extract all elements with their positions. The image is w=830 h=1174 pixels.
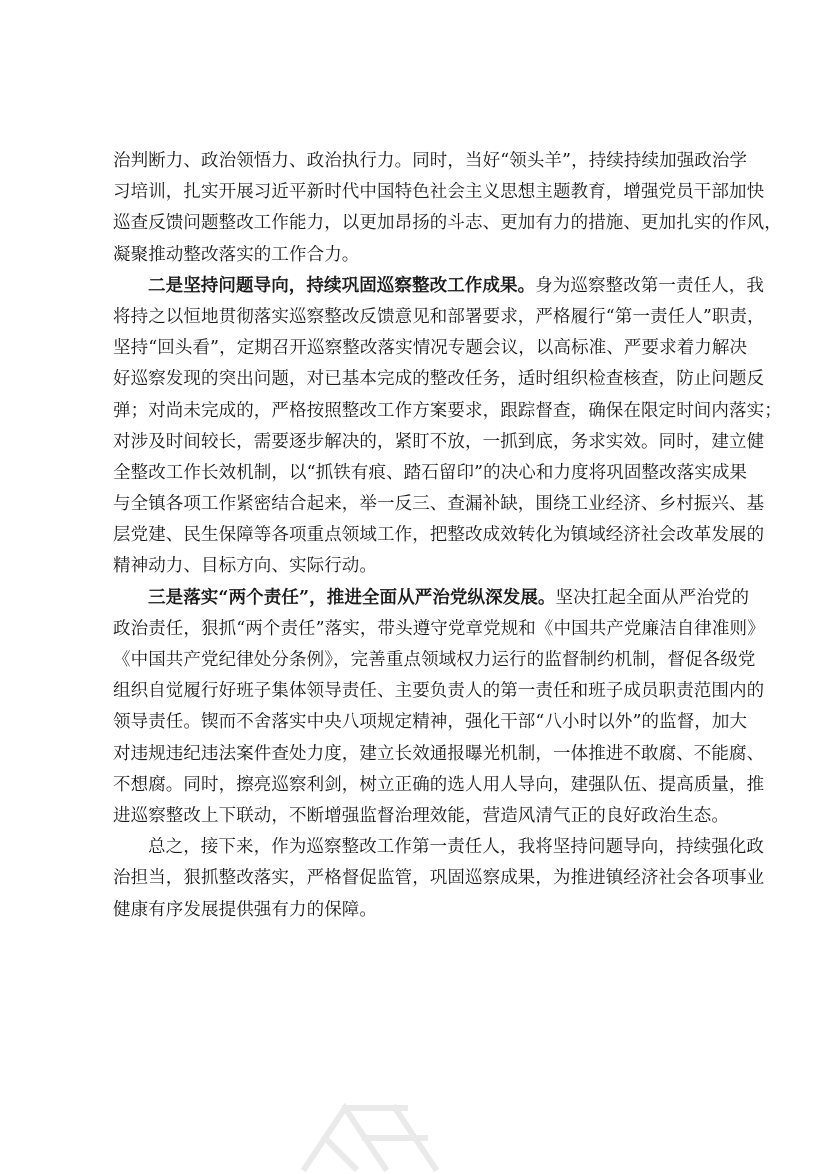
- text-line: 治判断力、政治领悟力、政治执行力。同时，当好“领头羊”，持续持续加强政治学: [113, 151, 748, 171]
- text-line: [113, 271, 765, 302]
- text-line: 精神动力、目标方向、实际行动。: [113, 556, 377, 577]
- text-line: 弹；对尚未完成的，严格按照整改工作方案要求，跟踪督查，确保在限定时间内落实；: [113, 400, 782, 421]
- document-body: [113, 146, 782, 926]
- text-line: 不想腐。同时，擦亮巡察利剑，树立正确的选人用人导向，建强队伍、提高质量，推: [113, 774, 765, 795]
- text-line: 习培训，扎实开展习近平新时代中国特色社会主义思想主题教育，增强党员干部加快: [113, 182, 765, 203]
- text-line: 对违规违纪违法案件查处力度，建立长效通报曝光机制，一体推进不敢腐、不能腐、: [113, 743, 765, 764]
- text-line: 对涉及时间较长，需要逐步解决的，紧盯不放，一抓到底，务求实效。同时，建立健: [113, 431, 765, 452]
- text-run: 坚决扛起全面从严治党的: [555, 587, 750, 608]
- paragraph-4: [113, 832, 765, 926]
- text-line: 坚持“回头看”，定期召开巡察整改落实情况专题会议，以高标准、严要求着力解决: [113, 338, 748, 359]
- text-run: 身为巡察整改第一责任人，我: [535, 275, 765, 296]
- text-line: [113, 583, 750, 614]
- paragraph-3: [113, 583, 765, 833]
- text-line: 将持之以恒地贯彻落实巡察整改反馈意见和部署要求，严格履行“第一责任人”职责，: [113, 306, 765, 327]
- paragraph-heading: 三是落实“两个责任”，推进全面从严治党纵深发展。: [148, 587, 556, 608]
- text-line: 层党建、民生保障等各项重点领域工作，把整改成效转化为镇域经济社会改革发展的: [113, 525, 765, 546]
- text-line: 好巡察发现的突出问题，对已基本完成的整改任务，适时组织检查核查，防止问题反: [113, 369, 765, 390]
- text-line: 与全镇各项工作紧密结合起来，举一反三、查漏补缺，围绕工业经济、乡村振兴、基: [113, 494, 765, 515]
- text-line: 组织自觉履行好班子集体领导责任、主要负责人的第一责任和班子成员职责范围内的: [113, 681, 765, 702]
- text-line: 巡查反馈问题整改工作能力，以更加昂扬的斗志、更加有力的措施、更加扎实的作风，: [113, 213, 782, 234]
- text-line: 领导责任。锲而不舍落实中央八项规定精神，强化干部“八小时以外”的监督，加大: [113, 712, 748, 733]
- text-line: 凝聚推动整改落实的工作合力。: [113, 244, 360, 265]
- watermark-icon: [285, 1078, 445, 1174]
- text-line: 健康有序发展提供强有力的保障。: [113, 899, 377, 920]
- text-line: 全整改工作长效机制，以“抓铁有痕、踏石留印”的决心和力度将巩固整改落实成果: [113, 462, 748, 483]
- text-line: 政治责任，狠抓“两个责任”落实，带头遵守党章党规和《中国共产党廉洁自律准则》: [113, 618, 765, 639]
- paragraph-1: [113, 146, 782, 271]
- text-line: 《中国共产党纪律处分条例》，完善重点领域权力运行的监督制约机制，督促各级党: [113, 650, 756, 670]
- text-line: 治担当，狠抓整改落实，严格督促监管，巩固巡察成果，为推进镇经济社会各项事业: [113, 868, 765, 889]
- text-line: 进巡察整改上下联动，不断增强监督治理效能，营造风清气正的良好政治生态。: [113, 805, 729, 826]
- paragraph-heading: 二是坚持问题导向，持续巩固巡察整改工作成果。: [148, 275, 536, 296]
- paragraph-2: [113, 271, 782, 583]
- text-line: 总之，接下来，作为巡察整改工作第一责任人，我将坚持问题导向，持续强化政: [148, 837, 764, 858]
